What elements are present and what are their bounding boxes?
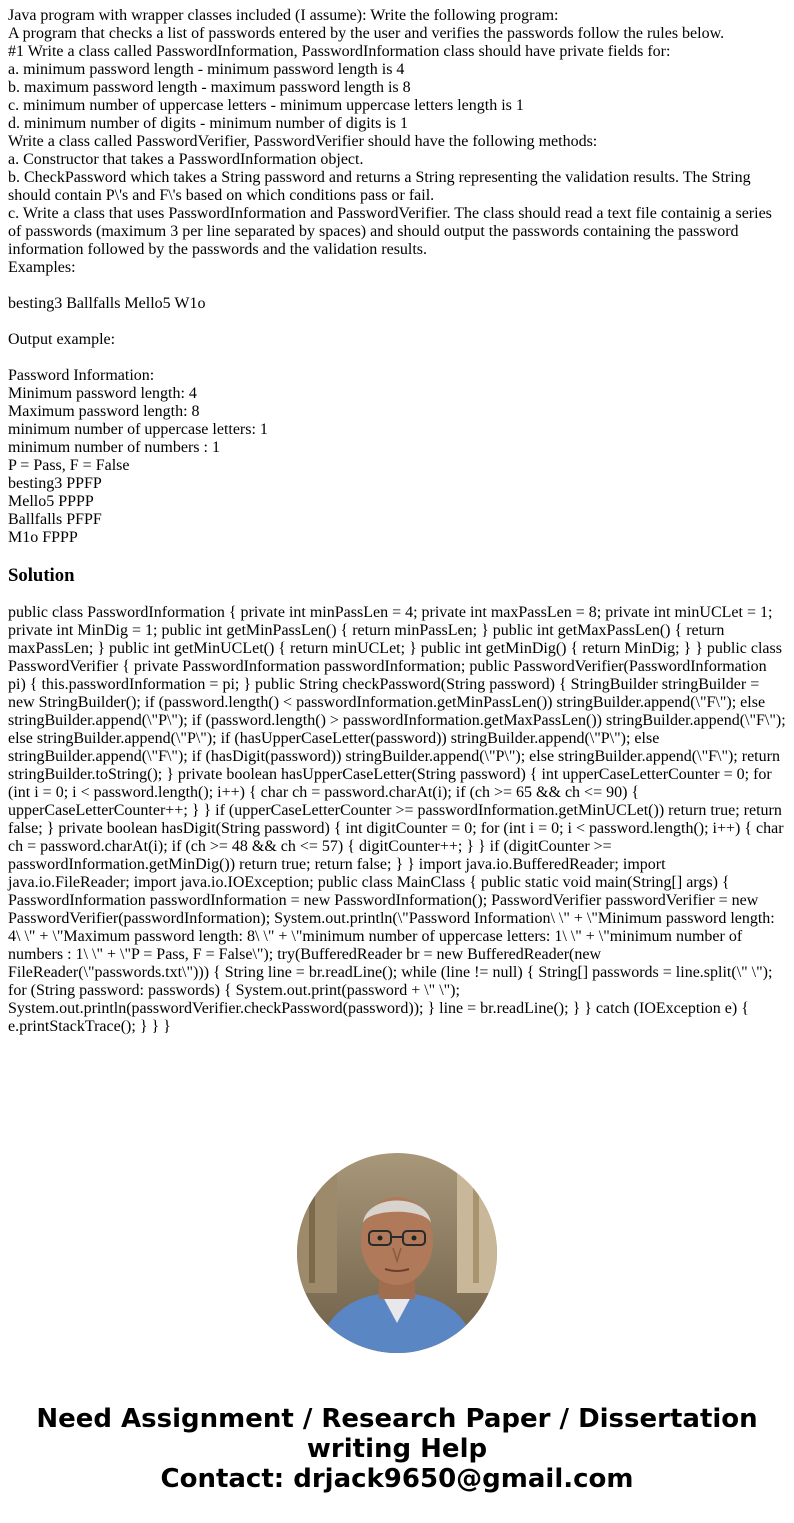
avatar-photo <box>297 1153 497 1353</box>
question-line: #1 Write a class called PasswordInformation, PasswordInformation class should have private fields for: <box>8 43 671 60</box>
question-block <box>8 7 786 547</box>
solution-code-text: public class PasswordInformation { private int minPassLen = 4; private int maxPassLen = 8; private int minUCLet = 1; private int MinDig = 1; public int getMinPassLen() { return minPassLen; } public int getMaxPassLen() { return maxPassLen; } public int getMinUCLet() { return minUCLet; } public int getMinDig() { return MinDig; } } public class PasswordVerifier { private PasswordInformation passwordInformation; public PasswordVerifier(PasswordInformation pi) { this.passwordInformation = pi; } public String checkPassword(String password) { StringBuilder stringBuilder = new StringBuilder(); if (password.length() < passwordInformation.getMinPassLen()) stringBuilder.append(\"F\"); else stringBuilder.append(\"P\"); if (password.length() > passwordInformation.getMaxPassLen()) stringBuilder.append(\"F\"); else stringBuilder.append(\"P\"); if (hasUpperCaseLetter(password)) stringBuilder.append(\"P\"); else stringBuilder.append(\"F\"); if (hasDigit(password)) stringBuilder.append(\"P\"); else stringBuilder.append(\"F\"); return stringBuilder.toString(); } private boolean hasUpperCaseLetter(String password) { int upperCaseLetterCounter = 0; for (int i = 0; i < password.length(); i++) { char ch = password.charAt(i); if (ch >= 65 && ch <= 90) { upperCaseLetterCounter++; } } if (upperCaseLetterCounter >= passwordInformation.getMinUCLet()) return true; return false; } private boolean hasDigit(String password) { int digitCounter = 0; for (int i = 0; i < password.length(); i++) { char ch = password.charAt(i); if (ch >= 48 && ch <= 57) { digitCounter++; } } if (digitCounter >= passwordInformation.getMinDig()) return true; return false; } } import java.io.BufferedReader; import java.io.FileReader; import java.io.IOException; public class MainClass { public static void main(String[] args) { PasswordInformation passwordInformation = new PasswordInformation(); PasswordVerifier passwordVerifier = new PasswordVerifier(passwordInformation); System.out.println(\"Password Information\ \" + \"Minimum password length: 4\ \" + \"Maximum password length: 8\ \" + \"minimum number of uppercase letters: 1\ \" + \"minimum number of numbers : 1\ \" + \"P = Pass, F = False\"); try(BufferedReader br = new BufferedReader(new FileReader(\"passwords.txt\"))) { String line = br.readLine(); while (line != null) { String[] passwords = line.split(\" \"); for (String password: passwords) { System.out.print(password + \" \"); System.out.println(passwordVerifier.checkPassword(password)); } line = br.readLine(); } } catch (IOException e) { e.printStackTrace(); } } } <box>8 604 786 1035</box>
output-line: minimum number of numbers : 1 <box>8 439 220 456</box>
output-line: Maximum password length: 8 <box>8 403 200 420</box>
avatar <box>297 1153 497 1353</box>
question-line: a. Constructor that takes a PasswordInformation object. <box>8 151 364 168</box>
question-line: Examples: <box>8 259 76 276</box>
output-line: besting3 PPFP <box>8 475 102 492</box>
question-line: c. minimum number of uppercase letters - minimum uppercase letters length is 1 <box>8 97 524 114</box>
question-line: c. Write a class that uses PasswordInformation and PasswordVerifier. The class should read a text file containig a series of passwords (maximum 3 per line separated by spaces) and should output the passwords containing the password information followed by the passwords and the validation results. <box>8 205 776 258</box>
promo-line-1: Need Assignment / Research Paper / Dissertation <box>36 1404 758 1434</box>
page-content <box>8 7 786 1036</box>
output-line: Ballfalls PFPF <box>8 511 102 528</box>
output-line: Minimum password length: 4 <box>8 385 197 402</box>
output-line: minimum number of uppercase letters: 1 <box>8 421 268 438</box>
output-line: Password Information: <box>8 367 155 384</box>
output-line: P = Pass, F = False <box>8 457 130 474</box>
output-example-label: Output example: <box>8 331 116 348</box>
question-line: b. CheckPassword which takes a String password and returns a String representing the validation results. The String should contain P\'s and F\'s based on which conditions pass or fail. <box>8 169 755 204</box>
question-line: Java program with wrapper classes included (I assume): Write the following program: <box>8 7 559 24</box>
promo-banner <box>0 1404 794 1494</box>
question-line: A program that checks a list of passwords entered by the user and verifies the passwords follow the rules below. <box>8 25 725 42</box>
solution-heading: Solution <box>8 565 75 586</box>
promo-contact: Contact: drjack9650@gmail.com <box>160 1464 634 1494</box>
example-input: besting3 Ballfalls Mello5 W1o <box>8 295 206 312</box>
question-line: b. maximum password length - maximum password length is 8 <box>8 79 411 96</box>
question-line: Write a class called PasswordVerifier, PasswordVerifier should have the following methods: <box>8 133 598 150</box>
output-line: M1o FPPP <box>8 529 78 546</box>
promo-line-2: writing Help <box>306 1434 488 1464</box>
question-line: d. minimum number of digits - minimum number of digits is 1 <box>8 115 408 132</box>
output-line: Mello5 PPPP <box>8 493 94 510</box>
question-line: a. minimum password length - minimum password length is 4 <box>8 61 405 78</box>
